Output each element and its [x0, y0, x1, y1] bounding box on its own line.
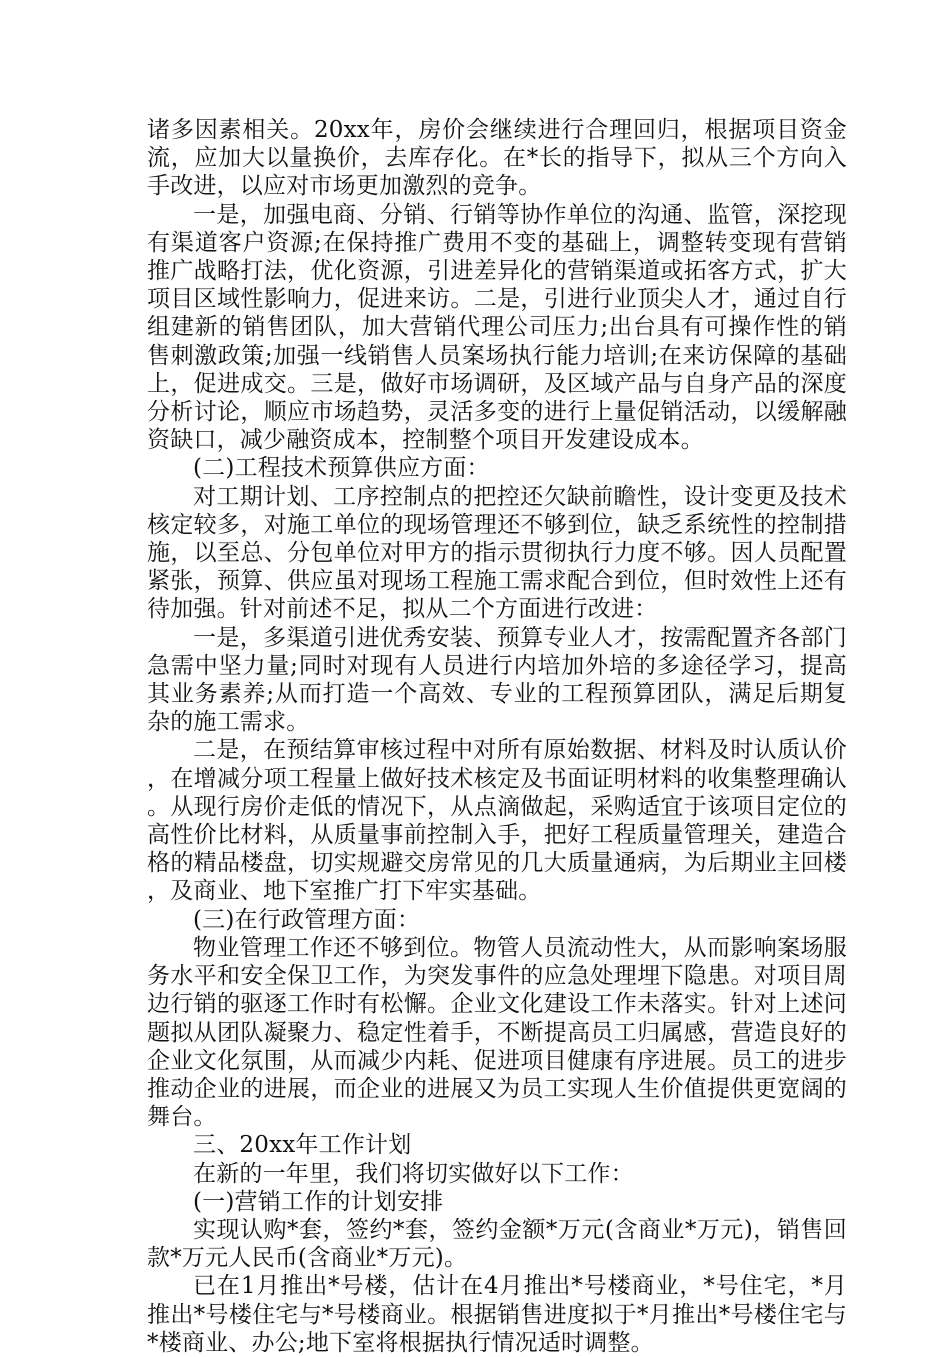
paragraph-engineering-issues: 对工期计划、工序控制点的把控还欠缺前瞻性，设计变更及技术核定较多，对施工单位的现场管理还不够到位，缺乏系统性的控制措施，以至总、分包单位对甲方的指示贯彻执行力度不够。因人员配置紧张，预算、供应虽对现场工程施工需求配合到位，但时效性上还有待加强。针对前述不足，拟从二个方面进行改进：	[147, 483, 847, 623]
paragraph-launch-schedule: 已在1月推出*号楼，估计在4月推出*号楼商业，*号住宅，*月推出*号楼住宅与*号楼商业。根据销售进度拟于*月推出*号楼住宅与*楼商业、办公;地下室将根据执行情况适时调整。	[147, 1273, 847, 1356]
section-heading-work-plan: 三、20xx年工作计划	[193, 1132, 412, 1159]
paragraph-sales-targets: 实现认购*套，签约*套，签约金额*万元(含商业*万元)，销售回款*万元人民币(含商业*万元)。	[147, 1216, 847, 1272]
paragraph-continuation: 诸多因素相关。20xx年，房价会继续进行合理回归，根据项目资金流，应加大以量换价，去库存化。在*长的指导下，拟从三个方向入手改进，以应对市场更加激烈的竞争。	[147, 117, 847, 200]
paragraph-engineering-measure-1: 一是，多渠道引进优秀安装、预算专业人才，按需配置齐各部门急需中坚力量;同时对现有人员进行内培加外培的多途径学习，提高其业务素养;从而打造一个高效、专业的工程预算团队，满足后期复杂的施工需求。	[147, 624, 847, 736]
document-page	[147, 116, 847, 1357]
section-heading-administration: (三)在行政管理方面：	[193, 906, 421, 933]
paragraph-engineering-measure-2: 二是，在预结算审核过程中对所有原始数据、材料及时认质认价，在增减分项工程量上做好技术核定及书面证明材料的收集整理确认。从现行房价走低的情况下，从点滴做起，采购适宜于该项目定位的高性价比材料，从质量事前控制入手，把好工程质量管理关，建造合格的精品楼盘，切实规避交房常见的几大质量通病，为后期业主回楼，及商业、地下室推广打下牢实基础。	[147, 737, 847, 905]
paragraph-plan-intro: 在新的一年里，我们将切实做好以下工作：	[193, 1160, 634, 1187]
paragraph-administration: 物业管理工作还不够到位。物管人员流动性大，从而影响案场服务水平和安全保卫工作，为突发事件的应急处理埋下隐患。对项目周边行销的驱逐工作时有松懈。企业文化建设工作未落实。针对上述问题拟从团队凝聚力、稳定性着手，不断提高员工归属感，营造良好的企业文化氛围，从而减少内耗、促进项目健康有序进展。员工的进步推动企业的进展，而企业的进展又为员工实现人生价值提供更宽阔的舞台。	[147, 934, 847, 1131]
section-heading-engineering: (二)工程技术预算供应方面：	[193, 455, 490, 482]
paragraph-marketing-improvements: 一是，加强电商、分销、行销等协作单位的沟通、监管，深挖现有渠道客户资源;在保持推广费用不变的基础上，调整转变现有营销推广战略打法，优化资源，引进差异化的营销渠道或拓客方式，扩大项目区域性影响力，促进来访。二是，引进行业顶尖人才，通过自行组建新的销售团队，加大营销代理公司压力;出台具有可操作性的销售刺激政策;加强一线销售人员案场执行能力培训;在来访保障的基础上，促进成交。三是，做好市场调研，及区域产品与自身产品的深度分析讨论，顺应市场趋势，灵活多变的进行上量促销活动，以缓解融资缺口，减少融资成本，控制整个项目开发建设成本。	[147, 201, 847, 454]
section-heading-marketing-plan: (一)营销工作的计划安排	[193, 1188, 444, 1215]
